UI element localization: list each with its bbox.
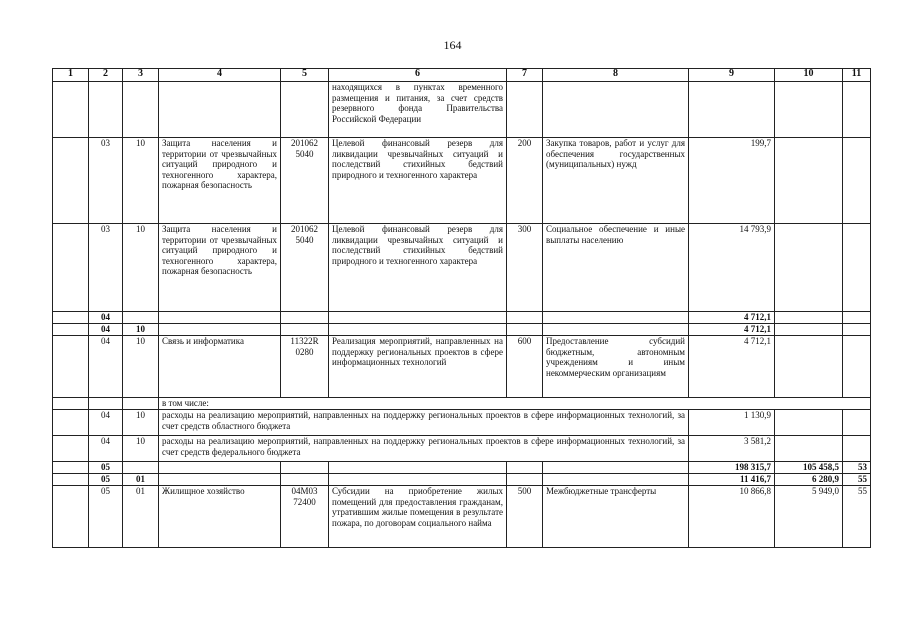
section-code: 04 [89, 324, 123, 336]
amount-plan: 14 793,9 [689, 224, 775, 312]
section-code: 03 [89, 224, 123, 312]
target-article-code: 201062 5040 [281, 224, 329, 312]
col-header: 5 [281, 69, 329, 82]
table-row [53, 336, 871, 398]
table-row [53, 410, 871, 436]
subsection-code: 01 [123, 486, 159, 548]
col-header: 7 [507, 69, 543, 82]
expense-description: Целевой финансовый резерв для ликвидации чрезвычайных ситуаций и последствий стихийных бедствий природного и техногенного характера [329, 138, 507, 224]
amount-plan: 4 712,1 [689, 336, 775, 398]
expense-subitem: расходы на реализацию мероприятий, направленных на поддержку региональных проектов в сфере информационных технологий, за счет средств областного бюджета [159, 410, 689, 436]
section-code: 05 [89, 462, 123, 474]
page-number: 164 [443, 38, 462, 52]
table-row [53, 324, 871, 336]
subsection-code: 10 [123, 224, 159, 312]
amount-executed: 5 949,0 [775, 486, 843, 548]
section-code: 04 [89, 410, 123, 436]
subsection-code: 10 [123, 336, 159, 398]
subsection-code: 10 [123, 410, 159, 436]
table-row [53, 398, 871, 410]
col-header: 3 [123, 69, 159, 82]
amount-executed: 105 458,5 [775, 462, 843, 474]
expense-type-name: Закупка товаров, работ и услуг для обеспечения государственных (муниципальных) нужд [543, 138, 689, 224]
col-header: 11 [843, 69, 871, 82]
execution-percent: 55 [843, 474, 871, 486]
section-name: Защита населения и территории от чрезвычайных ситуаций природного и техногенного характера, пожарная безопасность [159, 138, 281, 224]
section-code: 04 [89, 312, 123, 324]
table-row [53, 436, 871, 462]
expense-type-code: 500 [507, 486, 543, 548]
col-header: 1 [53, 69, 89, 82]
target-article-code: 201062 5040 [281, 138, 329, 224]
expense-description: Субсидии на приобретение жилых помещений для предоставления гражданам, утратившим жилые помещения в результате пожара, по договорам социального найма [329, 486, 507, 548]
amount-executed: 6 280,9 [775, 474, 843, 486]
col-header: 9 [689, 69, 775, 82]
section-name: Жилищное хозяйство [159, 486, 281, 548]
table-row [53, 82, 871, 138]
subsection-code: 10 [123, 436, 159, 462]
section-name: Связь и информатика [159, 336, 281, 398]
amount-plan: 3 581,2 [689, 436, 775, 462]
col-header: 2 [89, 69, 123, 82]
execution-percent: 53 [843, 462, 871, 474]
table-row [53, 486, 871, 548]
execution-percent: 55 [843, 486, 871, 548]
expense-subitem: расходы на реализацию мероприятий, направленных на поддержку региональных проектов в сфере информационных технологий, за счет средств федерального бюджета [159, 436, 689, 462]
expense-type-name: Межбюджетные трансферты [543, 486, 689, 548]
col-header: 10 [775, 69, 843, 82]
table-row [53, 224, 871, 312]
expense-type-code: 300 [507, 224, 543, 312]
table-row [53, 312, 871, 324]
including-label: в том числе: [159, 398, 871, 410]
amount-plan: 4 712,1 [689, 324, 775, 336]
section-code: 04 [89, 336, 123, 398]
subsection-code: 10 [123, 138, 159, 224]
expense-type-name: Социальное обеспечение и иные выплаты населению [543, 224, 689, 312]
target-article-code: 11322R 0280 [281, 336, 329, 398]
section-name: Защита населения и территории от чрезвычайных ситуаций природного и техногенного характера, пожарная безопасность [159, 224, 281, 312]
subsection-code: 01 [123, 474, 159, 486]
amount-plan: 198 315,7 [689, 462, 775, 474]
section-code: 05 [89, 486, 123, 548]
subsection-code: 10 [123, 324, 159, 336]
table-row [53, 474, 871, 486]
amount-plan: 4 712,1 [689, 312, 775, 324]
col-header: 4 [159, 69, 281, 82]
expense-description: находящихся в пунктах временного размещения и питания, за счет средств резервного фонда Правительства Российской Федерации [329, 82, 507, 138]
expense-type-code: 600 [507, 336, 543, 398]
table-row [53, 138, 871, 224]
expense-description: Целевой финансовый резерв для ликвидации чрезвычайных ситуаций и последствий стихийных бедствий природного и техногенного характера [329, 224, 507, 312]
table-row [53, 462, 871, 474]
expense-description: Реализация мероприятий, направленных на поддержку региональных проектов в сфере информационных технологий [329, 336, 507, 398]
amount-plan: 11 416,7 [689, 474, 775, 486]
col-header: 6 [329, 69, 507, 82]
expense-type-code: 200 [507, 138, 543, 224]
expense-type-name: Предоставление субсидий бюджетным, автономным учреждениям и иным некоммерческим организациям [543, 336, 689, 398]
amount-plan: 1 130,9 [689, 410, 775, 436]
budget-table [52, 68, 871, 548]
section-code: 03 [89, 138, 123, 224]
target-article-code: 04М03 72400 [281, 486, 329, 548]
header-row [53, 69, 871, 82]
section-code: 05 [89, 474, 123, 486]
col-header: 8 [543, 69, 689, 82]
section-code: 04 [89, 436, 123, 462]
amount-plan: 199,7 [689, 138, 775, 224]
amount-plan: 10 866,8 [689, 486, 775, 548]
